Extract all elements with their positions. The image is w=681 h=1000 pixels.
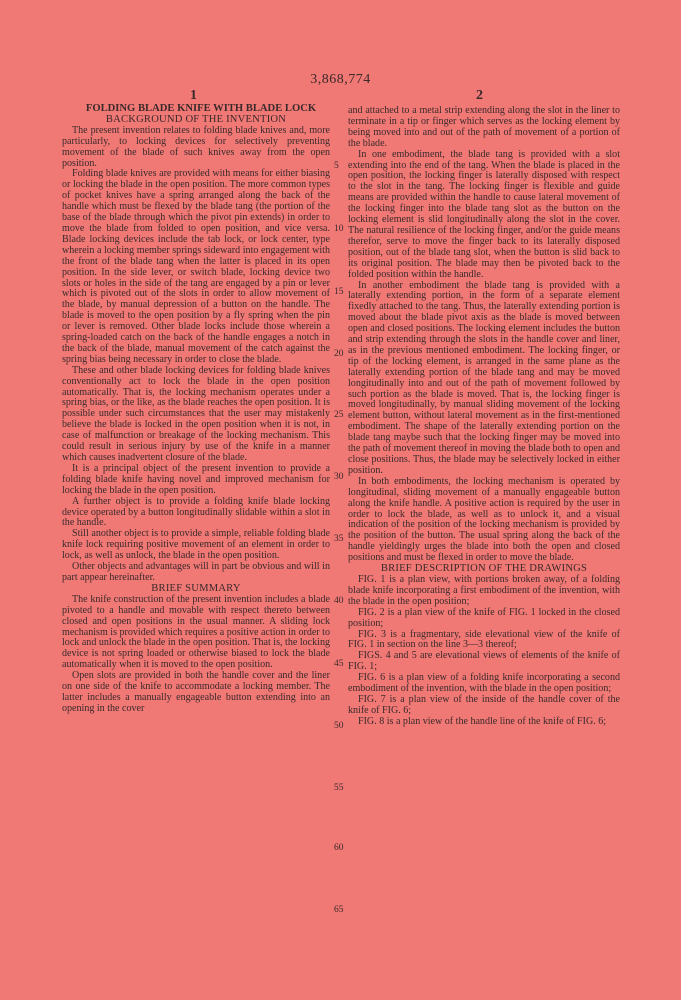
column-number-2: 2 bbox=[476, 88, 483, 103]
line-number: 15 bbox=[334, 287, 344, 297]
paragraph: FIG. 6 is a plan view of a folding knife incorporating a second embodiment of the invention, with the blade in the open position; bbox=[348, 672, 620, 695]
line-number: 5 bbox=[334, 161, 339, 171]
paragraph: In another embodiment the blade tang is provided with a laterally extending portion, in the form of a separate element fixedly attached to the tang. Thus, the laterally extending portion is moved about the blade pivot axis as the blade is moved between open and closed positions. The locking element includes the button and strip extending through the slots in the handle cover and liner, as in the previous mentioned embodiment. The locking finger, or tip of the locking element, is arranged in the same plane as the laterally extending portion of the blade tang and may be moved longitudinally into and out of the path of movement followed by such portion as the blade is moved. That is, the locking finger is moved longitudinally, by manual sliding movement of the locking element button, without lateral movement as in the first-mentioned embodiment. The shape of the laterally extending portion on the blade tang maybe such that the locking finger may be moved into the path of movement thereof in moving the blade both to open and close positions. Thus, the blade may be selectively locked in either position. bbox=[348, 279, 620, 476]
paragraph: Still another object is to provide a simple, reliable folding blade knife lock requiring positive movement of an element in order to lock, as well as unlock, the blade in the open position. bbox=[62, 528, 330, 562]
document-title: FOLDING BLADE KNIFE WITH BLADE LOCK bbox=[85, 103, 317, 114]
paragraph: FIG. 2 is a plan view of the knife of FIG. 1 locked in the closed position; bbox=[348, 606, 620, 629]
paragraph: In one embodiment, the blade tang is provided with a slot extending into the end of the tang. When the blade is placed in the open position, the locking finger is laterally disposed with respect to the slot in the tang. The locking finger is flexible and guide means are provided within the handle to cause lateral movement of the locking finger into the blade tang slot as the button on the locking element is slid longitudinally along the slot in the cover. The natural resilience of the locking finger, and/or the guide means therefor, serve to move the finger back to its laterally disposed position, out of the blade tang slot, when the button is slid back to its original position. The blade may then be pivoted back to the folded position within the handle. bbox=[348, 148, 620, 280]
line-number: 35 bbox=[334, 534, 344, 544]
paragraph: FIG. 1 is a plan view, with portions broken away, of a folding blade knife incorporating a first embodiment of the invention, with the blade in the open position; bbox=[348, 573, 620, 607]
section-heading: BRIEF DESCRIPTION OF THE DRAWINGS bbox=[380, 563, 588, 575]
line-number: 45 bbox=[334, 659, 344, 669]
right-text-column bbox=[348, 106, 620, 728]
paragraph: The present invention relates to folding blade knives and, more particularly, to locking devices for selectively preventing movement of the blade of such knives away from the open position. bbox=[62, 124, 330, 169]
paragraph: Folding blade knives are provided with means for either biasing or locking the blade in the open position. The more common types of pocket knives have a spring arranged along the back of the handle which must be flexed by the blade tang (the portion of the base of the blade through which the pivot pin extends) in order to move the blade from folded to open position, and vice versa. Blade locking devices include the tab lock, or lock center, type wherein a locking member springs sideward into engagement with the front of the blade tang when the latter is placed in its open position. In the side lever, or switch blade, locking device two slots or holes in the side of the tang are engaged by a pin or lever which is pivoted out of the slots in order to allow movement of the blade, by manual depression of a button on the handle. The blade is moved to the open position by a fly spring when the pin or lever is removed. Other blade locks include those wherein a spring-loaded catch on the back of the handle engages a notch in the back of the blade, manual movement of the catch against the spring bias being necessary in order to close the blade. bbox=[62, 168, 330, 365]
line-number: 20 bbox=[334, 349, 344, 359]
patent-number: 3,868,774 bbox=[310, 72, 371, 87]
line-number: 40 bbox=[334, 596, 344, 606]
line-number: 55 bbox=[334, 783, 344, 793]
line-number: 10 bbox=[334, 224, 344, 234]
line-number: 30 bbox=[334, 472, 344, 482]
line-number: 50 bbox=[334, 721, 344, 731]
paragraph: FIG. 3 is a fragmentary, side elevational view of the knife of FIG. 1 in section on the line 3—3 thereof; bbox=[348, 628, 620, 651]
line-number: 65 bbox=[334, 905, 344, 915]
section-heading: BRIEF SUMMARY bbox=[151, 582, 241, 594]
paragraph: The knife construction of the present invention includes a blade pivoted to a handle and movable with respect thereto between closed and open positions in the usual manner. A sliding lock mechanism is provided which requires a positive action in order to lock and unlock the blade in the open position. That is, the locking device is not spring loaded or otherwise biased to lock the blade automatically when it is moved to the open position. bbox=[62, 593, 330, 671]
paragraph: FIG. 8 is a plan view of the handle line of the knife of FIG. 6; bbox=[358, 715, 607, 727]
section-heading: BACKGROUND OF THE INVENTION bbox=[105, 113, 287, 125]
line-number: 25 bbox=[334, 410, 344, 420]
column-number-1: 1 bbox=[190, 88, 197, 103]
paragraph: Open slots are provided in both the handle cover and the liner on one side of the knife to accommodate a locking member. The latter includes a manually engageable button extending into an opening in the cover bbox=[62, 670, 330, 714]
paragraph: FIGS. 4 and 5 are elevational views of elements of the knife of FIG. 1; bbox=[348, 650, 620, 673]
paragraph: It is a principal object of the present invention to provide a folding blade knife having novel and improved mechanism for locking the blade in the open position. bbox=[62, 462, 330, 496]
paragraph: In both embodiments, the locking mechanism is operated by longitudinal, sliding movement of a manually engageable button along the knife handle. A positive action is required by the user in order to lock the blade, as well as to unlock it, and a visual indication of the position of the locking mechanism is provided by the position of the button. The usual spring along the back of the handle yieldingly urges the blade into both the open and closed positions and must be flexed in order to move the blade. bbox=[348, 475, 620, 564]
left-text-column bbox=[62, 104, 330, 715]
line-number: 60 bbox=[334, 843, 344, 853]
paragraph: FIG. 7 is a plan view of the inside of the handle cover of the knife of FIG. 6; bbox=[348, 693, 620, 716]
paragraph: Other objects and advantages will in part be obvious and will in part appear hereinafter. bbox=[62, 561, 330, 583]
paragraph: and attached to a metal strip extending along the slot in the liner to terminate in a tip or finger which serves as the locking element by being moved into and out of the path of movement of a portion of the blade. bbox=[348, 105, 620, 149]
paragraph: These and other blade locking devices for folding blade knives conventionally act to lock the blade in the open position automatically. That is, the locking mechanism operates under a spring bias, or the like, as the blade reaches the open position. It is possible under such circumstances that the user may mistakenly believe the blade is locked in the open position when it is not, in case of malfunction or breakage of the locking mechanism. This could result in serious injury by use of the knife in a manner which causes inadvertent closure of the blade. bbox=[62, 364, 330, 463]
line-number-gutter bbox=[334, 0, 348, 1000]
paragraph: A further object is to provide a folding knife blade locking device operated by a button longitudinally slidable within a slot in the handle. bbox=[62, 495, 330, 529]
